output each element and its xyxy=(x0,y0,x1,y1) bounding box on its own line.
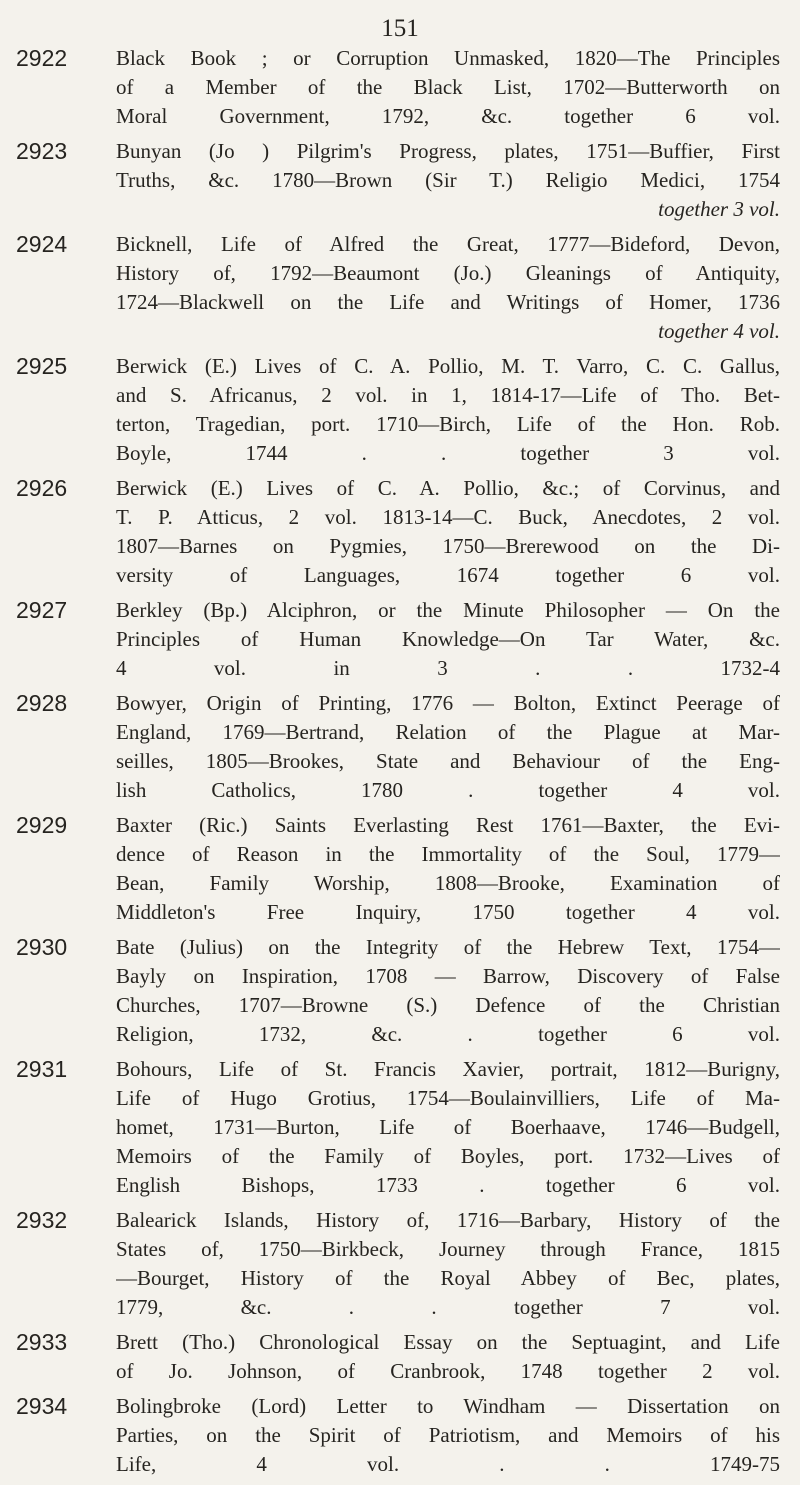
entry-text xyxy=(116,1055,780,1200)
catalogue-entry xyxy=(16,596,780,683)
entry-line: Boyle, 1744 . . together 3 vol. xyxy=(116,441,780,465)
entry-text xyxy=(116,352,780,468)
entry-line: Bate (Julius) on the Integrity of the Hebrew Text, 1754— xyxy=(116,935,780,959)
catalogue-entry xyxy=(16,1055,780,1200)
lot-number: 2924 xyxy=(16,231,68,257)
entry-line: English Bishops, 1733 . together 6 vol. xyxy=(116,1173,780,1197)
entry-line: versity of Languages, 1674 together 6 vol. xyxy=(116,563,780,587)
entry-line: of a Member of the Black List, 1702—Butterworth on xyxy=(116,75,780,99)
entry-line: Bolingbroke (Lord) Letter to Windham — Dissertation on xyxy=(116,1394,780,1418)
entry-line: —Bourget, History of the Royal Abbey of Bec, plates, xyxy=(116,1266,780,1290)
entry-line: Principles of Human Knowledge—On Tar Water, &c. xyxy=(116,627,780,651)
lot-number: 2932 xyxy=(16,1207,68,1233)
entry-line: History of, 1792—Beaumont (Jo.) Gleanings of Antiquity, xyxy=(116,261,780,285)
entry-line: Bohours, Life of St. Francis Xavier, portrait, 1812—Burigny, xyxy=(116,1057,780,1081)
entry-line: Churches, 1707—Browne (S.) Defence of the Christian xyxy=(116,993,780,1017)
entry-line: States of, 1750—Birkbeck, Journey through France, 1815 xyxy=(116,1237,780,1261)
entry-line: Berkley (Bp.) Alciphron, or the Minute Philosopher — On the xyxy=(116,598,780,622)
entry-line: 1779, &c. . . together 7 vol. xyxy=(116,1295,780,1319)
entry-line: Brett (Tho.) Chronological Essay on the Septuagint, and Life xyxy=(116,1330,780,1354)
catalogue-entry xyxy=(16,689,780,805)
entry-line: Religion, 1732, &c. . together 6 vol. xyxy=(116,1022,780,1046)
entry-text xyxy=(116,1328,780,1386)
lot-number: 2929 xyxy=(16,812,68,838)
entry-line: Berwick (E.) Lives of C. A. Pollio, M. T. Varro, C. C. Gallus, xyxy=(116,354,780,378)
entry-text xyxy=(116,689,780,805)
entry-line: Black Book ; or Corruption Unmasked, 1820—The Principles xyxy=(116,46,780,70)
entry-line: and S. Africanus, 2 vol. in 1, 1814-17—Life of Tho. Bet- xyxy=(116,383,780,407)
entry-line: Moral Government, 1792, &c. together 6 vol. xyxy=(116,104,780,128)
page-number: 151 xyxy=(381,15,419,42)
catalogue-entry xyxy=(16,933,780,1049)
entry-line: Truths, &c. 1780—Brown (Sir T.) Religio Medici, 1754 xyxy=(116,168,780,192)
entry-line: T. P. Atticus, 2 vol. 1813-14—C. Buck, Anecdotes, 2 vol. xyxy=(116,505,780,529)
entry-line: 4 vol. in 3 . . 1732-4 xyxy=(116,656,780,680)
lot-number: 2927 xyxy=(16,597,68,623)
catalogue-entry xyxy=(16,1328,780,1386)
entry-line: of Jo. Johnson, of Cranbrook, 1748 together 2 vol. xyxy=(116,1359,780,1383)
lot-number: 2930 xyxy=(16,934,68,960)
entry-line: Berwick (E.) Lives of C. A. Pollio, &c.; of Corvinus, and xyxy=(116,476,780,500)
entry-line: Memoirs of the Family of Boyles, port. 1732—Lives of xyxy=(116,1144,780,1168)
entry-text xyxy=(116,474,780,590)
entry-line: Bayly on Inspiration, 1708 — Barrow, Discovery of False xyxy=(116,964,780,988)
entry-text xyxy=(116,137,780,224)
entry-line: 1724—Blackwell on the Life and Writings of Homer, 1736 xyxy=(116,290,780,314)
entry-line: Bicknell, Life of Alfred the Great, 1777—Bideford, Devon, xyxy=(116,232,780,256)
lot-number: 2922 xyxy=(16,45,68,71)
entry-text xyxy=(116,596,780,683)
lot-number: 2928 xyxy=(16,690,68,716)
entry-line: Parties, on the Spirit of Patriotism, and Memoirs of his xyxy=(116,1423,780,1447)
entry-line: lish Catholics, 1780 . together 4 vol. xyxy=(116,778,780,802)
entry-line: Life of Hugo Grotius, 1754—Boulainvilliers, Life of Ma- xyxy=(116,1086,780,1110)
entry-line: together 3 vol. xyxy=(658,197,780,221)
catalogue-entry xyxy=(16,811,780,927)
catalogue-entries xyxy=(16,44,780,1485)
entry-text xyxy=(116,1392,780,1479)
entry-line: Bunyan (Jo ) Pilgrim's Progress, plates, 1751—Buffier, First xyxy=(116,139,780,163)
lot-number: 2934 xyxy=(16,1393,68,1419)
entry-line: Balearick Islands, History of, 1716—Barbary, History of the xyxy=(116,1208,780,1232)
entry-line: Middleton's Free Inquiry, 1750 together 4 vol. xyxy=(116,900,780,924)
entry-line: terton, Tragedian, port. 1710—Birch, Life of the Hon. Rob. xyxy=(116,412,780,436)
entry-line: Bowyer, Origin of Printing, 1776 — Bolton, Extinct Peerage of xyxy=(116,691,780,715)
lot-number: 2923 xyxy=(16,138,68,164)
entry-line: 1807—Barnes on Pygmies, 1750—Brerewood on the Di- xyxy=(116,534,780,558)
catalogue-entry xyxy=(16,1392,780,1479)
entry-line: Baxter (Ric.) Saints Everlasting Rest 1761—Baxter, the Evi- xyxy=(116,813,780,837)
lot-number: 2933 xyxy=(16,1329,68,1355)
entry-text xyxy=(116,230,780,346)
entry-line: together 4 vol. xyxy=(658,319,780,343)
entry-text xyxy=(116,1206,780,1322)
entry-line: seilles, 1805—Brookes, State and Behaviour of the Eng- xyxy=(116,749,780,773)
catalogue-entry xyxy=(16,230,780,346)
entry-line: dence of Reason in the Immortality of the Soul, 1779— xyxy=(116,842,780,866)
entry-line: England, 1769—Bertrand, Relation of the Plague at Mar- xyxy=(116,720,780,744)
entry-line: Life, 4 vol. . . 1749-75 xyxy=(116,1452,780,1476)
lot-number: 2925 xyxy=(16,353,68,379)
catalogue-entry xyxy=(16,137,780,224)
entry-line: Bean, Family Worship, 1808—Brooke, Examination of xyxy=(116,871,780,895)
catalogue-entry xyxy=(16,474,780,590)
entry-text xyxy=(116,44,780,131)
catalogue-entry xyxy=(16,44,780,131)
entry-text xyxy=(116,933,780,1049)
lot-number: 2931 xyxy=(16,1056,68,1082)
lot-number: 2926 xyxy=(16,475,68,501)
catalogue-entry xyxy=(16,1206,780,1322)
entry-text xyxy=(116,811,780,927)
catalogue-entry xyxy=(16,352,780,468)
entry-line: homet, 1731—Burton, Life of Boerhaave, 1746—Budgell, xyxy=(116,1115,780,1139)
